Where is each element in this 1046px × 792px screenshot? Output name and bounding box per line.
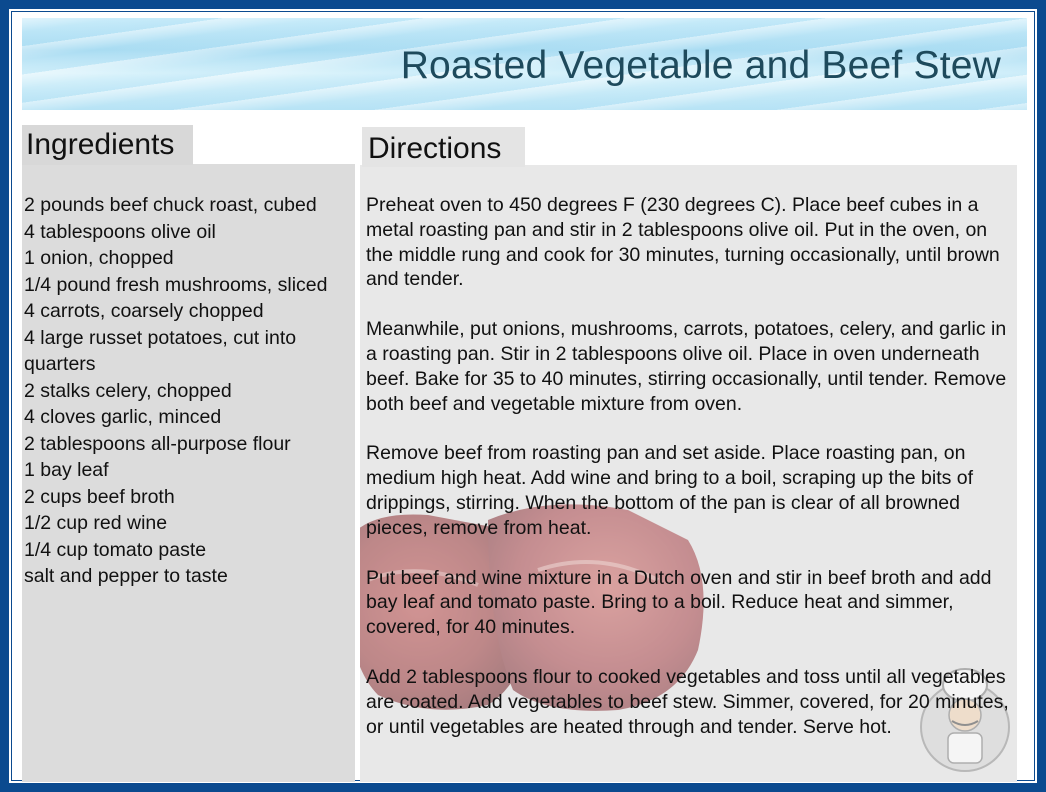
ingredient-item: 1/4 cup tomato paste <box>24 538 207 561</box>
ingredient-item: 2 stalks celery, chopped <box>24 379 232 402</box>
recipe-title: Roasted Vegetable and Beef Stew <box>400 44 1001 87</box>
ingredient-item: 4 tablespoons olive oil <box>24 220 216 243</box>
ingredient-item: 2 tablespoons all-purpose flour <box>24 432 291 455</box>
direction-step: Meanwhile, put onions, mushrooms, carrots, potatoes, celery, and garlic in a roasting pan. Stir in 2 tablespoons olive oil. Place in oven underneath beef. Bake for 35 to 40 minutes, stirring occasionally, until tender. Remove both beef and vegetable mixture from oven. <box>366 318 1007 415</box>
directions-heading: Directions <box>362 127 525 167</box>
ingredient-item: 1/4 pound fresh mushrooms, sliced <box>24 273 328 296</box>
ingredients-list <box>24 192 354 590</box>
title-banner <box>22 18 1027 110</box>
direction-step: Remove beef from roasting pan and set aside. Place roasting pan, on medium high heat. Add wine and bring to a boil, scraping up the bits of drippings, stirring. When the bottom of the pan is clear of all browned pieces, remove from heat. <box>366 442 974 539</box>
direction-step: Put beef and wine mixture in a Dutch oven and stir in beef broth and add bay leaf and tomato paste. Bring to a boil. Reduce heat and simmer, covered, for 40 minutes. <box>366 566 992 639</box>
ingredient-item: 2 pounds beef chuck roast, cubed <box>24 194 317 216</box>
ingredient-item: 2 cups beef broth <box>24 485 175 508</box>
direction-step: Add 2 tablespoons flour to cooked vegetables and toss until all vegetables are coated. Add vegetables to beef stew. Simmer, covered, for 20 minutes, or until vegetables are heated through and tender. Serve hot. <box>366 665 1009 738</box>
ingredient-item: 4 large russet potatoes, cut into quarters <box>24 326 297 375</box>
ingredient-item: 1 bay leaf <box>24 459 109 481</box>
ingredient-item: salt and pepper to taste <box>24 565 228 587</box>
directions-text <box>366 193 1018 764</box>
ingredient-item: 4 carrots, coarsely chopped <box>24 300 264 322</box>
ingredient-item: 1 onion, chopped <box>24 247 174 269</box>
ingredients-heading: Ingredients <box>22 125 193 165</box>
direction-step: Preheat oven to 450 degrees F (230 degrees C). Place beef cubes in a metal roasting pan and stir in 2 tablespoons olive oil. Put in the oven, on the middle rung and cook for 30 minutes, turning occasionally, until brown and tender. <box>366 194 1000 291</box>
ingredient-item: 1/2 cup red wine <box>24 512 168 534</box>
ingredient-item: 4 cloves garlic, minced <box>24 406 222 428</box>
